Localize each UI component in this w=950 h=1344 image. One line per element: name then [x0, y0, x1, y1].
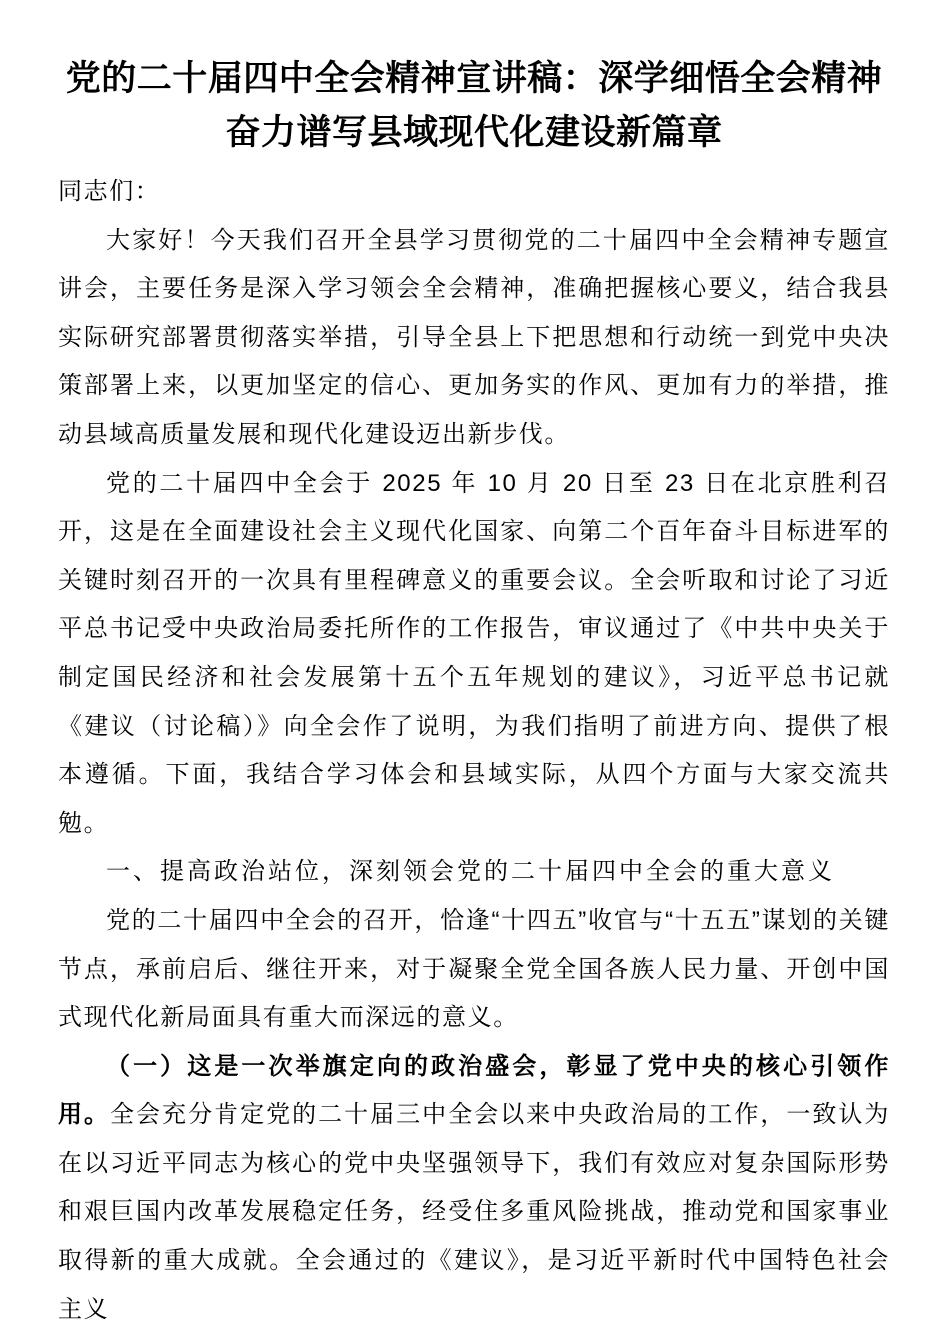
document-title [58, 52, 890, 160]
salutation: 同志们： [58, 178, 161, 205]
document-title-line-2: 奋力谱写县域现代化建设新篇章 [225, 113, 723, 152]
document-title-line-1: 党的二十届四中全会精神宣讲稿：深学细悟全会精神 [65, 59, 883, 98]
subpoint-1-bold-heading: （一）这是一次举旗定向的政治盛会，彰显了党中央的核心引领作用。 [58, 1052, 890, 1129]
paragraph-opening: 大家好！今天我们召开全县学习贯彻党的二十届四中全会精神专题宣讲会，主要任务是深入学习领会全会精神，准确把握核心要义，结合我县实际研究部署贯彻落实举措，引导全县上下把思想和行动统一到党中央决策部署上来，以更加坚定的信心、更加务实的作风、更加有力的举措，推动县域高质量发展和现代化建设迈出新步伐。 [58, 226, 890, 448]
paragraph-plenum-overview: 党的二十届四中全会于 2025 年 10 月 20 日至 23 日在北京胜利召开，这是在全面建设社会主义现代化国家、向第二个百年奋斗目标进军的关键时刻召开的一次具有里程碑意义的重要会议。全会听取和讨论了习近平总书记受中央政治局委托所作的工作报告，审议通过了《中共中央关于制定国民经济和社会发展第十五个五年规划的建议》，习近平总书记就《建议（讨论稿）》向全会作了说明，为我们指明了前进方向、提供了根本遵循。下面，我结合学习体会和县域实际，从四个方面与大家交流共勉。 [58, 469, 890, 837]
paragraph-subpoint-1 [58, 1043, 890, 1335]
paragraph-significance: 党的二十届四中全会的召开，恰逢“十四五”收官与“十五五”谋划的关键节点，承前启后、继往开来，对于凝聚全党全国各族人民力量、开创中国式现代化新局面具有重大而深远的意义。 [58, 906, 890, 1032]
section-heading-1: 一、提高政治站位，深刻领会党的二十届四中全会的重大意义 [106, 858, 835, 886]
subpoint-1-body-text: 全会充分肯定党的二十届三中全会以来中央政治局的工作，一致认为在以习近平同志为核心的党中央坚强领导下，我们有效应对复杂国际形势和艰巨国内改革发展稳定任务，经受住多重风险挑战，推动党和国家事业取得新的重大成就。全会通过的《建议》，是习近平新时代中国特色社会主义 [58, 1101, 890, 1323]
